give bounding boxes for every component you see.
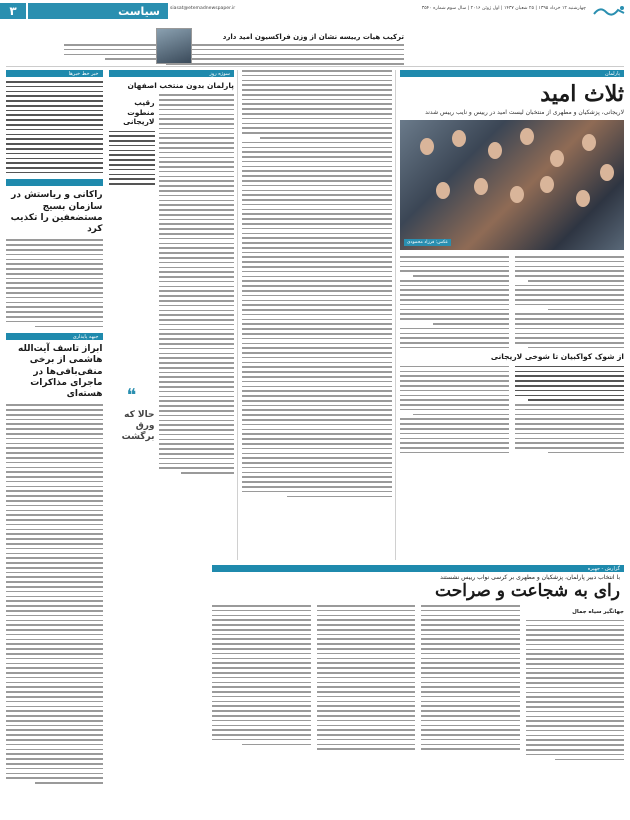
top-story: [6, 25, 624, 67]
page-header: [0, 0, 630, 22]
middle-body-1: [242, 70, 392, 497]
bottom-title: رای به شجاعت و صراحت: [435, 581, 620, 601]
photo-caption: عکس: فرزاد محمودی: [404, 239, 451, 246]
section-title: سیاست: [28, 3, 168, 19]
author-portrait: [156, 28, 192, 64]
page-number: ۳: [0, 3, 26, 19]
bottom-body-col-1: [526, 620, 625, 760]
news-briefs-tag: خبر خط خبرها: [6, 70, 103, 77]
main-story-body-col-2: [400, 256, 509, 348]
main-story-inner-head: از شوک کواکبیان تا شوخی لاریجانی: [490, 352, 624, 362]
bottom-kicker: با انتخاب دبیر پارلمان، پزشکیان و مطهری بر کرسی نواب رییس نشستند: [440, 574, 620, 581]
bottom-body-col-2: [421, 605, 520, 750]
main-story-title: ثلاث امید: [540, 81, 624, 107]
bottom-body-col-4: [212, 605, 311, 745]
left-head-2: ابراز تاسف آیت‌الله هاشمی از برخی منفی‌بافی‌ها در ماجرای مذاکرات هسته‌ای: [18, 344, 103, 400]
quote-icon: ❝: [126, 384, 137, 406]
main-story-body-col-3: [515, 366, 624, 454]
left-head-1: راکانی و ریاستش در سازمان بسیج مستضعفین را تکذیب کرد: [10, 190, 103, 235]
middle-head-body: [159, 94, 234, 473]
main-story-body-col-1: [515, 256, 624, 348]
pardis-tag: [6, 179, 103, 186]
main-story: [400, 70, 624, 453]
left-tag-2: جبهه پایداری: [6, 333, 103, 340]
parliament-photo: [400, 120, 624, 250]
middle-head-1: پارلمان بدون منتخب اصفهان: [127, 81, 234, 90]
bottom-report: [6, 565, 624, 760]
middle-head-2: رقیب منطوت لاریجانی: [123, 98, 155, 127]
bottom-tag: گزارش - جهیره: [212, 565, 624, 572]
top-story-headline: ترکیب هیات رییسه نشان از وزن فراکسیون امید دارد: [222, 33, 404, 41]
main-story-tag: پارلمان: [400, 70, 624, 77]
top-story-body: [64, 44, 404, 65]
news-briefs-body: [6, 81, 103, 173]
main-story-subhead: لاریجانی، پزشکیان و مطهری از منتخبان لیست امید در رییس و نایب رییس شدند: [425, 109, 624, 116]
date-line: چهارشنبه ۱۲ خرداد ۱۳۹۵ | ۲۵ شعبان ۱۴۳۷ | اول ژوئن ۲۰۱۶ | سال سوم شماره ۳۵۴۰: [421, 6, 586, 11]
middle-quote: حالا که ورق برگشت: [121, 409, 155, 443]
newspaper-logo: [592, 3, 626, 18]
middle-tag: سوژه روز: [109, 70, 234, 77]
middle-sidebar-body: [109, 131, 155, 185]
main-story-body-col-4: [400, 366, 509, 454]
bottom-body-col-3: [317, 605, 416, 750]
bottom-byline: جهانگیر سیاه جمال: [572, 609, 624, 615]
section-email: siasat@etemadnewspaper.ir: [170, 6, 236, 11]
middle-column: [242, 70, 392, 497]
left-body-1: [6, 239, 103, 327]
